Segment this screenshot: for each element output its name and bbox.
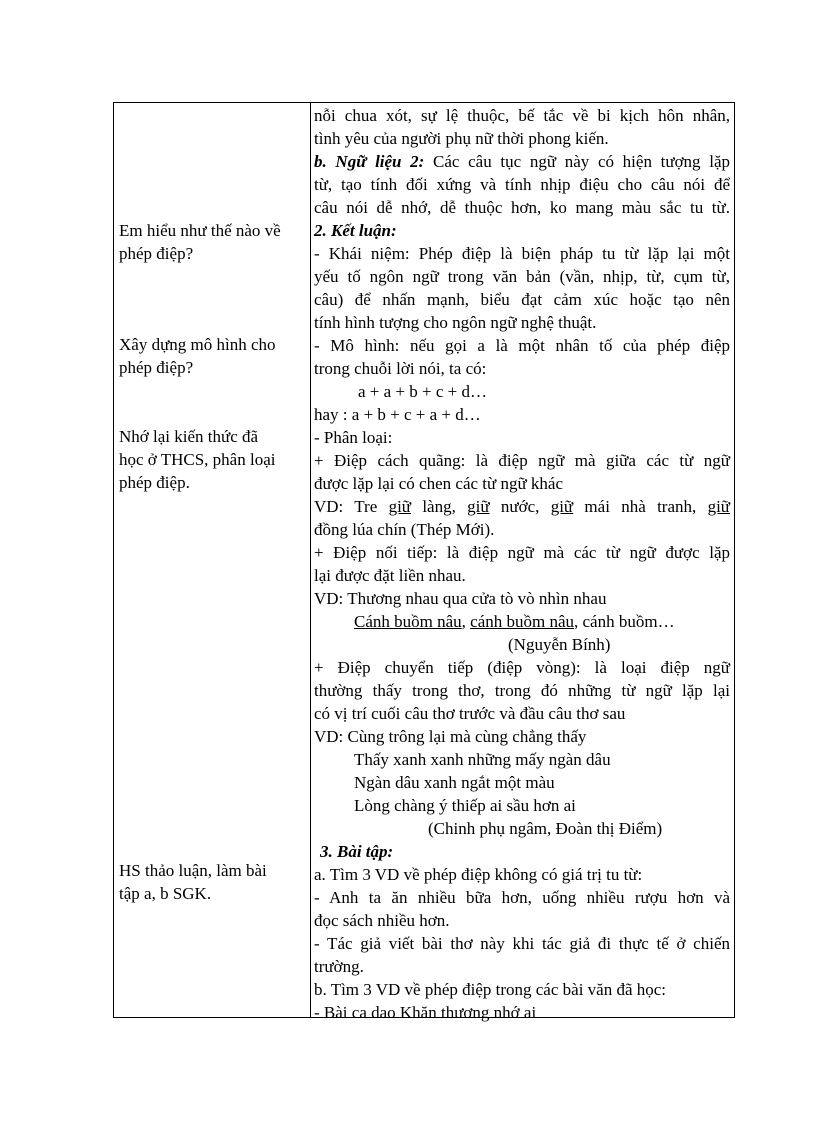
content-line: đọc sách nhiều hơn.	[314, 911, 450, 930]
content-line: - Mô hình: nếu gọi a là một nhân tố của phép điệp	[314, 336, 730, 355]
underlined-phrase: cánh buồm nâu	[470, 612, 575, 631]
underlined-word: giữ	[467, 497, 490, 516]
content-line: tính hình tượng cho ngôn ngữ nghệ thuật.	[314, 313, 597, 332]
citation: (Nguyễn Bính)	[508, 635, 611, 654]
content-line: trong chuỗi lời nói, ta có:	[314, 359, 487, 378]
content-column	[311, 103, 735, 1022]
content-text: nước,	[489, 497, 551, 516]
citation: (Chinh phụ ngâm, Đoàn thị Điểm)	[428, 819, 663, 838]
content-text: VD: Tre	[314, 497, 389, 516]
content-line: câu) để nhấn mạnh, biểu đạt cảm xúc hoặc tạo nên	[314, 290, 730, 309]
example-line	[314, 496, 730, 518]
content-line: - Phân loại:	[314, 428, 393, 447]
formula-line: a + a + b + c + d…	[358, 382, 487, 401]
question-text: HS thảo luận, làm bài	[119, 861, 267, 880]
question-text: Em hiểu như thế nào về	[119, 221, 281, 240]
example-line: VD: Thương nhau qua cửa tò vò nhìn nhau	[314, 589, 607, 608]
example-line: VD: Cùng trông lại mà cùng chẳng thấy	[314, 727, 587, 746]
formula-line: hay : a + b + c + a + d…	[314, 405, 481, 424]
question-text: tập a, b SGK.	[119, 884, 212, 903]
content-line: - Bài ca dao Khăn thương nhớ ai	[314, 1003, 537, 1022]
content-line: câu nói dễ nhớ, dễ thuộc hơn, ko mang màu sắc tu từ.	[314, 198, 730, 217]
section-heading: 2. Kết luận:	[314, 221, 397, 240]
question-text: phép điệp.	[119, 473, 190, 492]
poem-line: Lòng chàng ý thiếp ai sầu hơn ai	[354, 796, 576, 815]
content-line: - Khái niệm: Phép điệp là biện pháp tu từ lặp lại một	[314, 244, 730, 263]
content-line: tình yêu của người phụ nữ thời phong kiến.	[314, 129, 609, 148]
content-text: làng,	[411, 497, 468, 516]
question-text: học ở THCS, phân loại	[119, 450, 276, 469]
section-heading: 3. Bài tập:	[320, 842, 394, 861]
content-line: được lặp lại có chen các từ ngữ khác	[314, 474, 564, 493]
example-line: đồng lúa chín (Thép Mới).	[314, 520, 495, 539]
underlined-word: giữ	[388, 497, 412, 516]
content-line: b. Tìm 3 VD về phép điệp trong các bài văn đã học:	[314, 980, 667, 999]
content-line: - Tác giả viết bài thơ này khi tác giả đi thực tế ở chiến	[314, 934, 730, 953]
content-line: lại được đặt liền nhau.	[314, 566, 466, 585]
underlined-word: giữ	[550, 497, 574, 516]
question-text: phép điệp?	[119, 358, 194, 377]
content-line: + Điệp nối tiếp: là điệp ngữ mà các từ ngữ được lặp	[314, 543, 730, 562]
poem-line: Ngàn dâu xanh ngắt một màu	[354, 773, 555, 792]
content-text: ,	[461, 612, 471, 631]
content-line: yếu tố ngôn ngữ trong văn bản (vần, nhịp, từ, cụm từ,	[314, 267, 730, 286]
content-line: nỗi chua xót, sự lệ thuộc, bế tắc về bi kịch hôn nhân,	[314, 106, 730, 125]
poem-line: Thấy xanh xanh những mấy ngàn dâu	[354, 750, 611, 769]
content-text: mái nhà tranh,	[573, 497, 708, 516]
table-row	[114, 103, 735, 1018]
content-line: + Điệp cách quãng: là điệp ngữ mà giữa các từ ngữ	[314, 451, 730, 470]
content-line: thường thấy trong thơ, trong đó những từ ngữ lặp lại	[314, 681, 730, 700]
underlined-phrase: Cánh buồm nâu	[354, 612, 462, 631]
content-text: , cánh buồm…	[574, 612, 675, 631]
question-text: Xây dựng mô hình cho	[119, 335, 276, 354]
content-line: trường.	[314, 957, 364, 976]
question-text: phép điệp?	[119, 244, 194, 263]
content-line: a. Tìm 3 VD về phép điệp không có giá trị tu từ:	[314, 865, 643, 884]
content-line: có vị trí cuối câu thơ trước và đầu câu thơ sau	[314, 704, 626, 723]
question-text: Nhớ lại kiến thức đã	[119, 427, 259, 446]
content-line: + Điệp chuyển tiếp (điệp vòng): là loại điệp ngữ	[314, 658, 730, 677]
section-heading: b. Ngữ liệu 2:	[314, 152, 425, 171]
content-line	[314, 151, 730, 173]
lesson-table	[113, 102, 735, 1022]
poem-line	[354, 611, 675, 633]
content-line: - Anh ta ăn nhiều bữa hơn, uống nhiều rượu hơn và	[314, 888, 730, 907]
underlined-word: giữ	[707, 497, 730, 516]
content-line: từ, tạo tính đối xứng và tính nhịp điệu cho câu nói để	[314, 175, 730, 194]
activity-column	[114, 103, 311, 1018]
content-text: Các câu tục ngữ này có hiện tượng lặp	[424, 152, 730, 171]
